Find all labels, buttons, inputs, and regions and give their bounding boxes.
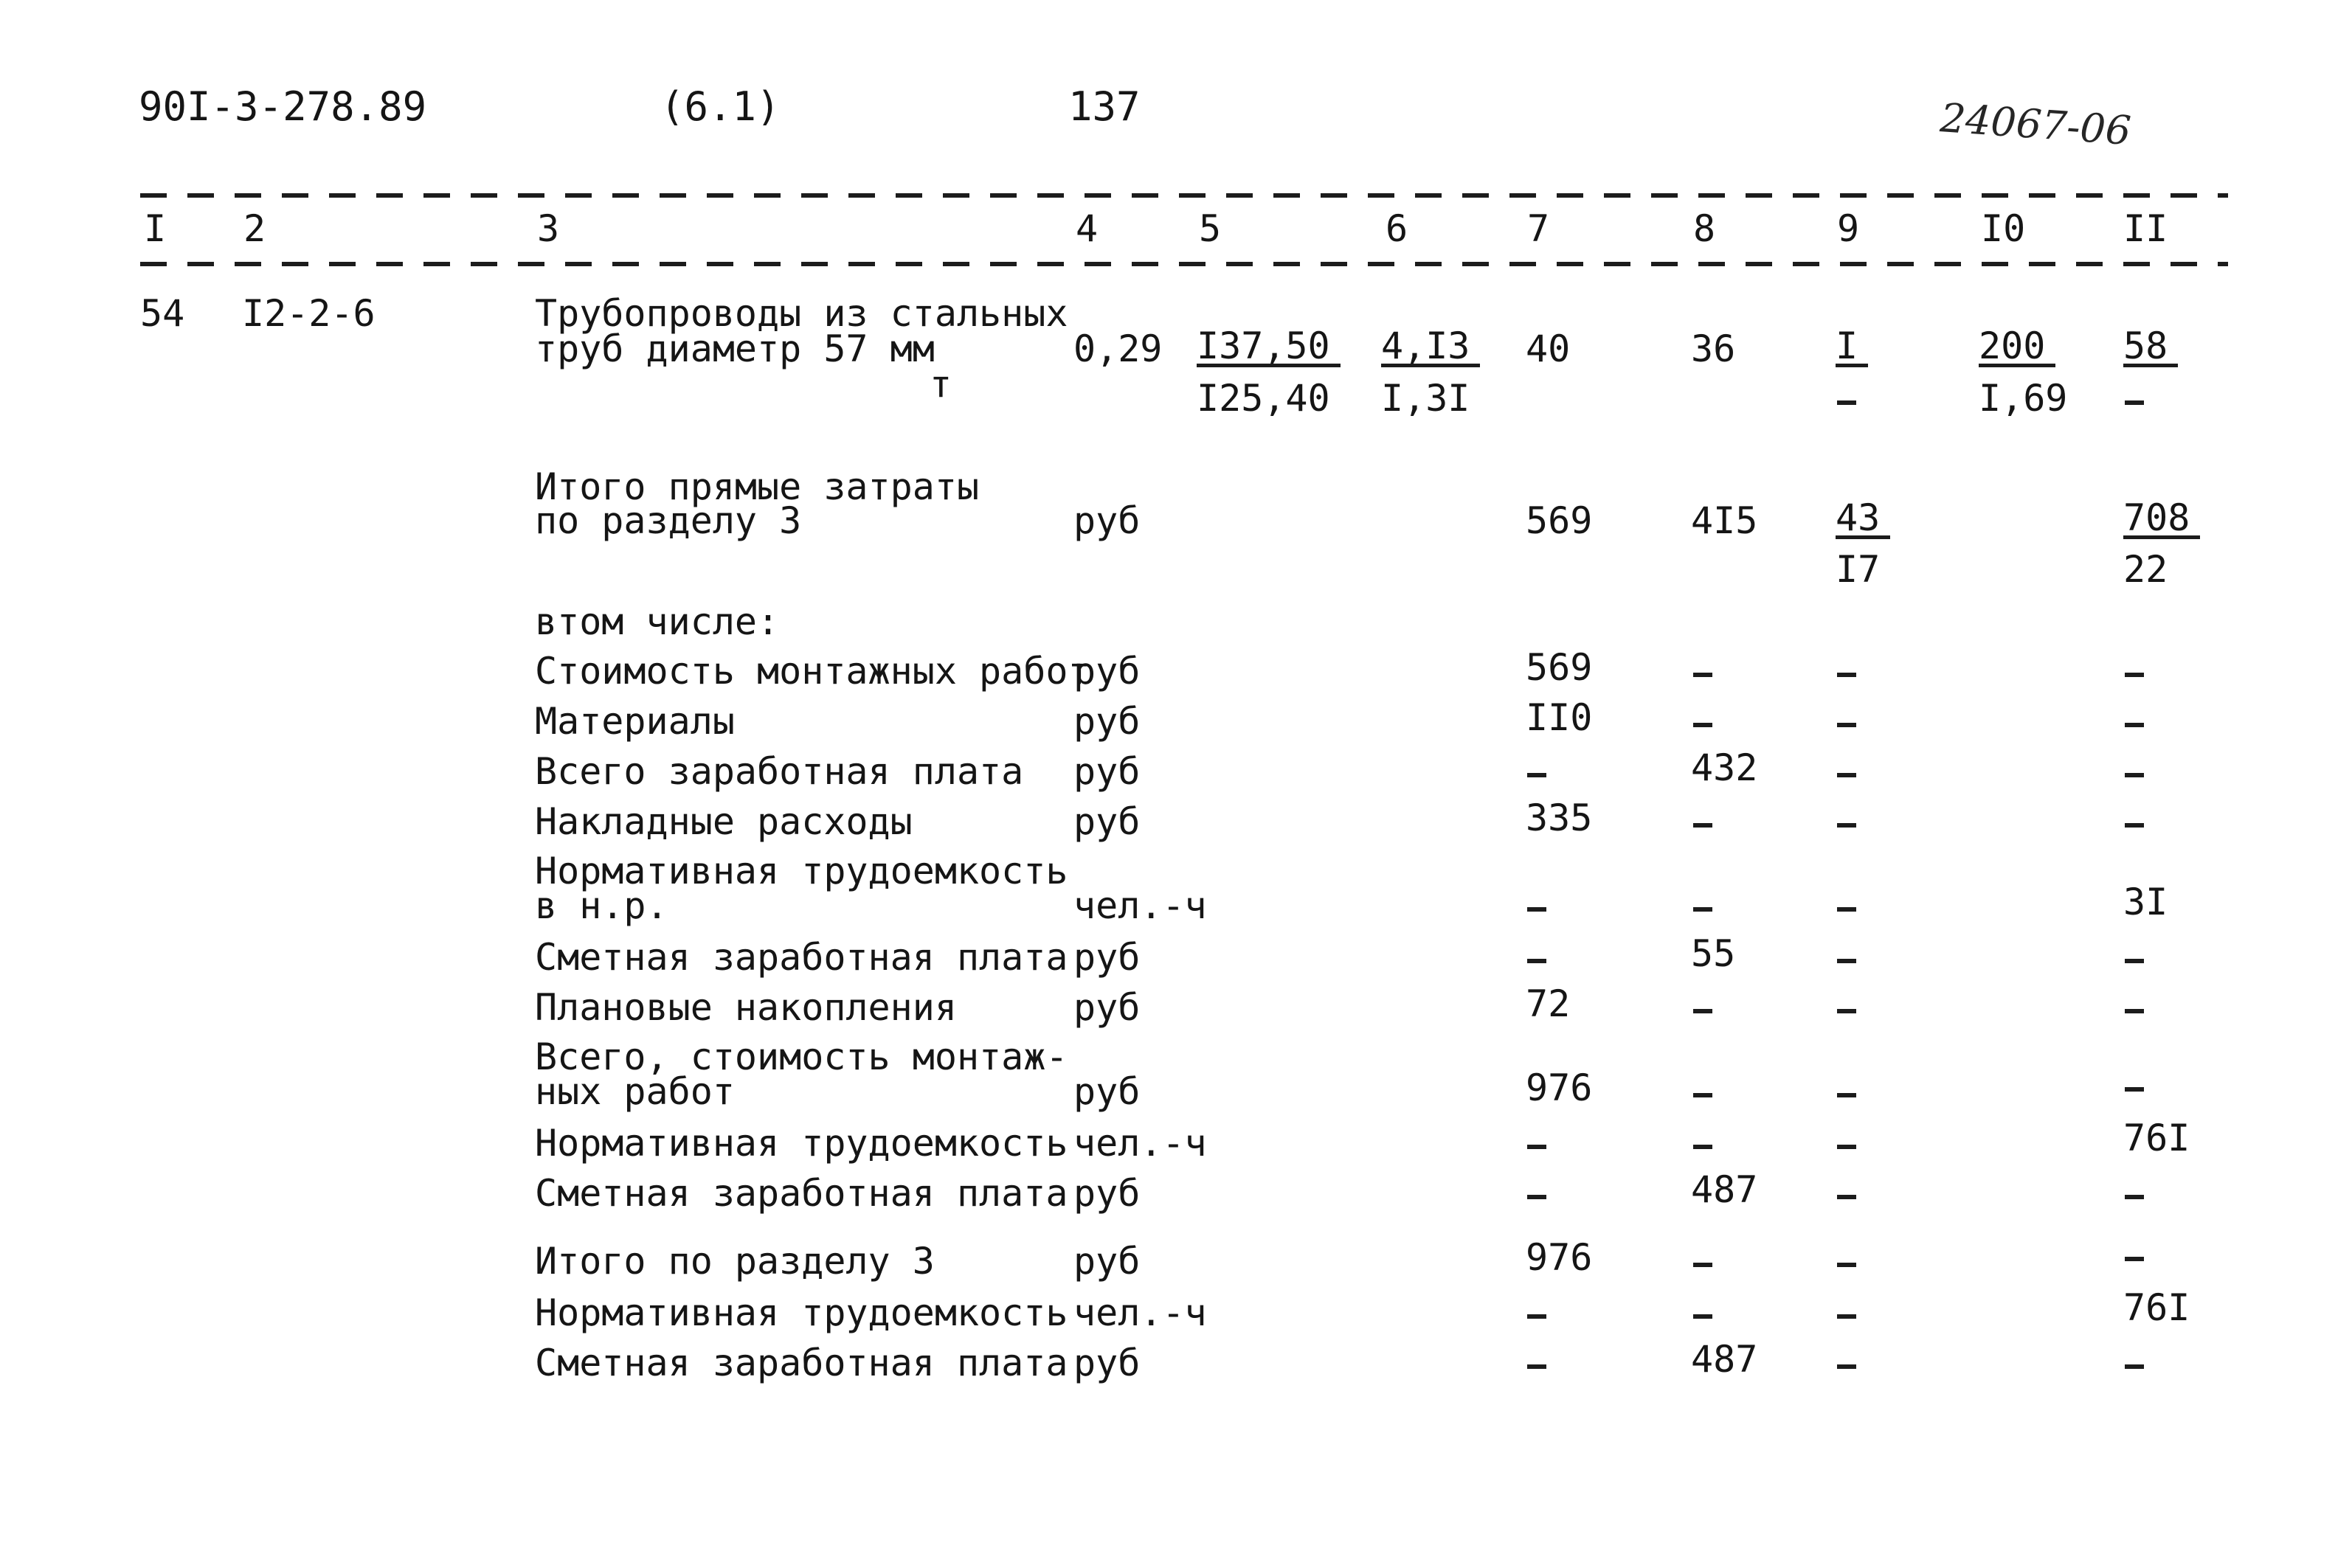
row-unit: руб: [1073, 650, 1141, 693]
row-col8-dash: [1693, 1145, 1712, 1149]
row-col11: 76I: [2123, 1286, 2190, 1329]
row-col9-dash: [1837, 1314, 1856, 1319]
item-quantity: 0,29: [1073, 327, 1163, 370]
row-col9-dash: [1837, 823, 1856, 828]
row-col8: 432: [1691, 746, 1758, 789]
row-unit: руб: [1073, 936, 1141, 979]
item-col10-bottom: I,69: [1979, 377, 2068, 420]
col-header-5: 5: [1199, 207, 1222, 250]
row-col9-dash: [1837, 1195, 1856, 1199]
direct-costs-label-line2: по разделу 3: [535, 499, 802, 542]
row-col9-dash: [1837, 1145, 1856, 1149]
row-col11-dash: [2125, 723, 2144, 727]
direct-costs-col11-bottom: 22: [2123, 548, 2168, 591]
col-header-7: 7: [1527, 207, 1550, 250]
row-label: Нормативная трудоемкость: [535, 1122, 1068, 1165]
row-col7-dash: [1527, 1364, 1546, 1369]
row-label-line1: Нормативная трудоемкость: [535, 850, 1068, 892]
handwritten-inventory-number: 24067-06: [1938, 94, 2133, 154]
row-col9-dash: [1837, 1009, 1856, 1013]
row-label-line2: ных работ: [535, 1070, 735, 1113]
col-header-3: 3: [537, 207, 560, 250]
row-col8-dash: [1693, 1314, 1712, 1319]
header-rule-top: [140, 193, 2228, 198]
direct-costs-col11-top: 708: [2123, 500, 2200, 539]
row-col7: 976: [1526, 1066, 1593, 1109]
row-col8-dash: [1693, 673, 1712, 677]
item-title-line2: труб диаметр 57 мм: [535, 327, 935, 370]
row-col8: 487: [1691, 1338, 1758, 1381]
direct-costs-col7: 569: [1526, 499, 1593, 542]
row-unit: чел.-ч: [1073, 1122, 1207, 1165]
item-col6-top: 4,I3: [1381, 328, 1480, 367]
header-rule-bottom: [140, 262, 2228, 266]
item-col5-top: I37,50: [1197, 328, 1341, 367]
row-col8: 487: [1691, 1168, 1758, 1211]
item-number: 54: [140, 292, 185, 335]
row-col11-dash: [2125, 1257, 2144, 1261]
row-label: Всего заработная плата: [535, 750, 1024, 793]
item-unit: т: [930, 363, 952, 406]
row-unit: руб: [1073, 1172, 1141, 1215]
row-col11-dash: [2125, 823, 2144, 828]
item-title-line1: Трубопроводы из стальных: [535, 292, 1068, 335]
col-header-11: II: [2123, 207, 2168, 250]
direct-costs-col8: 4I5: [1691, 499, 1758, 542]
row-col8: 55: [1691, 932, 1736, 975]
row-col9-dash: [1837, 773, 1856, 777]
row-col9-dash: [1837, 723, 1856, 727]
row-col7: II0: [1526, 696, 1593, 739]
row-label: Плановые накопления: [535, 986, 957, 1029]
row-col8-dash: [1693, 1263, 1712, 1267]
row-label: Стоимость монтажных работ: [535, 650, 1090, 693]
row-col11-dash: [2125, 959, 2144, 963]
row-col7: 72: [1526, 982, 1571, 1025]
row-unit: руб: [1073, 1070, 1141, 1113]
row-col11-dash: [2125, 673, 2144, 677]
row-col8-dash: [1693, 907, 1712, 912]
col-header-4: 4: [1076, 207, 1099, 250]
row-col9-dash: [1837, 907, 1856, 912]
row-col9-dash: [1837, 959, 1856, 963]
direct-costs-unit: руб: [1073, 499, 1141, 542]
row-col7: 976: [1526, 1236, 1593, 1279]
row-col9-dash: [1837, 1093, 1856, 1097]
row-col11-dash: [2125, 1087, 2144, 1092]
document-code: 90I-3-278.89: [139, 83, 427, 130]
direct-costs-col9-bottom: I7: [1836, 548, 1881, 591]
row-label: Нормативная трудоемкость: [535, 1291, 1068, 1334]
item-col5-bottom: I25,40: [1197, 377, 1330, 420]
row-col8-dash: [1693, 823, 1712, 828]
row-col7-dash: [1527, 959, 1546, 963]
section-number: (6.1): [660, 83, 781, 130]
direct-costs-label-line1: Итого прямые затраты: [535, 465, 980, 508]
row-unit: чел.-ч: [1073, 1291, 1207, 1334]
row-unit: руб: [1073, 750, 1141, 793]
row-col11-dash: [2125, 773, 2144, 777]
row-unit: руб: [1073, 1342, 1141, 1384]
row-unit: руб: [1073, 800, 1141, 843]
direct-costs-col9-top: 43: [1836, 500, 1890, 539]
page-number: 137: [1068, 83, 1141, 130]
item-col6-bottom: I,3I: [1381, 377, 1470, 420]
row-label: Итого по разделу 3: [535, 1240, 935, 1283]
row-col7-dash: [1527, 773, 1546, 777]
item-col7: 40: [1526, 327, 1571, 370]
row-col11-dash: [2125, 1364, 2144, 1369]
row-col11-dash: [2125, 1195, 2144, 1199]
row-col7: 569: [1526, 646, 1593, 689]
row-col9-dash: [1837, 1263, 1856, 1267]
item-col11-bottom-dash: [2125, 400, 2144, 405]
col-header-8: 8: [1693, 207, 1716, 250]
row-unit: руб: [1073, 1240, 1141, 1283]
row-col9-dash: [1837, 673, 1856, 677]
row-label: Сметная заработная плата: [535, 936, 1068, 979]
row-col7-dash: [1527, 907, 1546, 912]
row-label: Сметная заработная плата: [535, 1342, 1068, 1384]
row-label-line2: в н.р.: [535, 884, 668, 927]
col-header-1: I: [144, 207, 167, 250]
item-col9-top: I: [1836, 328, 1868, 367]
col-header-6: 6: [1386, 207, 1408, 250]
row-unit: руб: [1073, 986, 1141, 1029]
row-label: Материалы: [535, 700, 735, 743]
row-label: Сметная заработная плата: [535, 1172, 1068, 1215]
row-unit: чел.-ч: [1073, 884, 1207, 927]
col-header-2: 2: [243, 207, 266, 250]
row-unit: руб: [1073, 700, 1141, 743]
row-col8-dash: [1693, 1093, 1712, 1097]
row-label-line1: Всего, стоимость монтаж-: [535, 1035, 1068, 1078]
col-header-10: I0: [1981, 207, 2026, 250]
col-header-9: 9: [1837, 207, 1860, 250]
item-col10-top: 200: [1979, 328, 2055, 367]
row-col7-dash: [1527, 1195, 1546, 1199]
item-col8: 36: [1691, 327, 1736, 370]
row-col8-dash: [1693, 1009, 1712, 1013]
row-col11-dash: [2125, 1009, 2144, 1013]
row-col8-dash: [1693, 723, 1712, 727]
row-col11: 3I: [2123, 881, 2168, 923]
row-col9-dash: [1837, 1364, 1856, 1369]
including-label: втом числе:: [535, 600, 780, 643]
row-label: Накладные расходы: [535, 800, 913, 843]
row-col7-dash: [1527, 1145, 1546, 1149]
item-col9-bottom-dash: [1837, 400, 1856, 405]
row-col7: 335: [1526, 797, 1593, 839]
row-col7-dash: [1527, 1314, 1546, 1319]
item-col11-top: 58: [2123, 328, 2178, 367]
item-code: I2-2-6: [242, 292, 376, 335]
row-col11: 76I: [2123, 1117, 2190, 1159]
